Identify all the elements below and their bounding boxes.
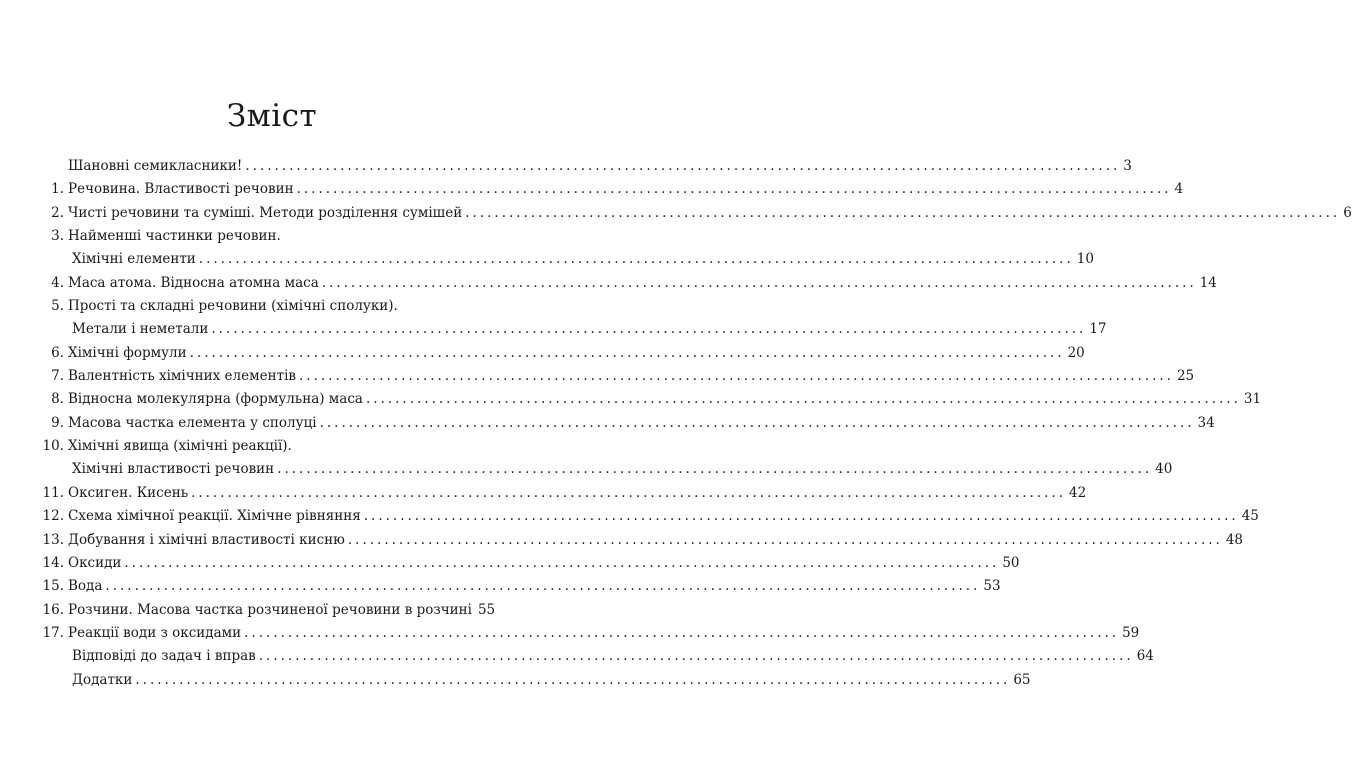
toc-entry-number: 17. (42, 624, 64, 641)
toc-entry-title: Розчини. Масова частка розчиненої речовини в розчині (68, 601, 472, 618)
dot-leader: ........................................................................................................................ (321, 274, 1197, 291)
dot-leader: ........................................................................................................................ (135, 671, 1011, 688)
toc-entry-page: 3 (1123, 158, 1132, 174)
toc-entry-number: 1. (51, 181, 64, 198)
toc-entry-number: 4. (51, 274, 64, 291)
toc-entry (0, 178, 1184, 201)
toc-entry-page: 31 (1243, 391, 1262, 408)
toc-entry-title: Маса атома. Відносна атомна маса (68, 274, 319, 291)
toc-entry-page: 6 (1343, 204, 1352, 221)
toc-entry-page: 59 (1122, 624, 1140, 641)
toc-entry-page: 53 (983, 578, 1001, 595)
toc-entry (0, 669, 1031, 692)
toc-entry-title: Оксиген. Кисень (68, 484, 189, 501)
dot-leader: ........................................................................................................................ (198, 251, 1074, 268)
toc-entry-title: Хімічні елементи (72, 251, 196, 268)
toc-entry (0, 599, 544, 622)
toc-entry-page: 4 (1174, 181, 1184, 198)
dot-leader: ........................................................................................................................ (124, 554, 1000, 571)
toc-entry-page: 20 (1067, 344, 1085, 361)
toc-entry-number: 14. (42, 554, 64, 571)
dot-leader: ........................................................................................................................ (258, 648, 1134, 665)
page-title: Зміст (226, 98, 318, 134)
toc-entry-page: 64 (1136, 648, 1154, 665)
toc-entry (0, 365, 1195, 388)
toc-entry-page: 40 (1155, 461, 1173, 478)
toc-entry (0, 388, 1262, 411)
toc-entry (0, 505, 1259, 528)
toc-entry (0, 575, 1001, 598)
dot-leader: ........................................................................................................................ (299, 368, 1174, 385)
toc-entry (0, 622, 1140, 645)
toc-entry-title: Шановні семикласники! (68, 158, 243, 174)
toc-entry-title: Добування і хімічні властивості кисню (68, 531, 345, 548)
toc-entry (0, 529, 1244, 552)
dot-leader: ........................................................................................................................ (189, 344, 1065, 361)
toc-entry-page: 14 (1199, 274, 1217, 291)
toc-entry-page: 55 (477, 601, 496, 618)
toc-entry-page: 65 (1013, 671, 1031, 688)
toc-entry-number: 7. (51, 368, 64, 385)
toc-entry (0, 482, 1087, 505)
toc-entry-title: Масова частка елемента у сполуці (68, 414, 317, 431)
toc-entry (0, 645, 1154, 668)
dot-leader: ........................................................................................................................ (105, 578, 981, 595)
toc-entry (0, 435, 544, 458)
toc-entry (0, 272, 1217, 295)
toc-entry-page: 42 (1069, 484, 1087, 501)
toc-entry-number: 13. (42, 531, 64, 548)
toc-entry (0, 155, 1132, 178)
toc-entry (0, 225, 544, 248)
toc-entry-page: 48 (1225, 531, 1244, 548)
toc-entry-title: Реакції води з оксидами (68, 624, 242, 641)
dot-leader: ........................................................................................................................ (465, 204, 1341, 221)
toc-entry-title: Схема хімічної реакції. Хімічне рівняння (68, 508, 361, 525)
toc-entry-number: 9. (51, 414, 64, 431)
toc-entry (0, 295, 544, 318)
dot-leader: ........................................................................................................................ (277, 461, 1153, 478)
toc-entry-number: 6. (51, 344, 64, 361)
toc-entry-title: Хімічні властивості речовин (72, 461, 275, 478)
table-of-contents (0, 155, 1352, 692)
dot-leader: ........................................................................................................................ (296, 181, 1172, 198)
toc-entry-title: Вода (68, 578, 103, 595)
toc-entry (0, 318, 1107, 341)
toc-entry-title: Відносна молекулярна (формульна) маса (68, 391, 363, 408)
toc-entry-number: 8. (51, 391, 64, 408)
toc-entry-title: Хімічні явища (хімічні реакції). (68, 438, 292, 455)
toc-entry-number: 11. (42, 484, 64, 501)
toc-entry-page: 10 (1076, 251, 1094, 268)
toc-entry (0, 552, 1020, 575)
dot-leader: ........................................................................................................................ (365, 391, 1241, 408)
toc-entry (0, 458, 1173, 481)
dot-leader: ........................................................................................................................ (319, 414, 1195, 431)
toc-entry-number: 15. (42, 578, 64, 595)
toc-entry-title: Хімічні формули (68, 344, 187, 361)
dot-leader: ........................................................................................................................ (347, 531, 1223, 548)
toc-entry-page: 25 (1176, 368, 1195, 385)
toc-entry (0, 248, 1094, 271)
toc-entry-page: 45 (1241, 508, 1259, 525)
toc-entry-title: Чисті речовини та суміші. Методи розділення сумішей (68, 204, 463, 221)
toc-entry-title: Додатки (72, 671, 133, 688)
dot-leader: ........................................................................................................................ (244, 624, 1120, 641)
toc-entry (0, 342, 1085, 365)
toc-entry-number: 16. (42, 601, 64, 618)
dot-leader: ........................................................................................................................ (211, 321, 1087, 338)
dot-leader: ........................................................................................................................ (363, 508, 1239, 525)
dot-leader: ........................................................................................................................ (245, 158, 1121, 174)
toc-entry-number: 10. (42, 438, 64, 455)
toc-entry-title: Речовина. Властивості речовин (68, 181, 294, 198)
toc-entry-number: 3. (51, 228, 64, 245)
toc-entry-page: 50 (1002, 554, 1020, 571)
toc-entry-page: 34 (1197, 414, 1215, 431)
toc-entry-title: Прості та складні речовини (хімічні сполуки). (68, 298, 398, 315)
toc-entry (0, 202, 1352, 225)
dot-leader: ........................................................................................................................ (191, 484, 1067, 501)
toc-entry (0, 412, 1215, 435)
toc-entry-number: 5. (51, 298, 64, 315)
toc-entry-number: 12. (42, 508, 64, 525)
toc-entry-title: Валентність хімічних елементів (68, 368, 296, 385)
toc-entry-title: Найменші частинки речовин. (68, 228, 281, 245)
toc-entry-page: 17 (1089, 321, 1107, 338)
toc-entry-title: Відповіді до задач і вправ (72, 648, 256, 665)
toc-entry-number: 2. (51, 204, 64, 221)
toc-entry-title: Оксиди (68, 554, 122, 571)
toc-entry-title: Метали і неметали (72, 321, 209, 338)
